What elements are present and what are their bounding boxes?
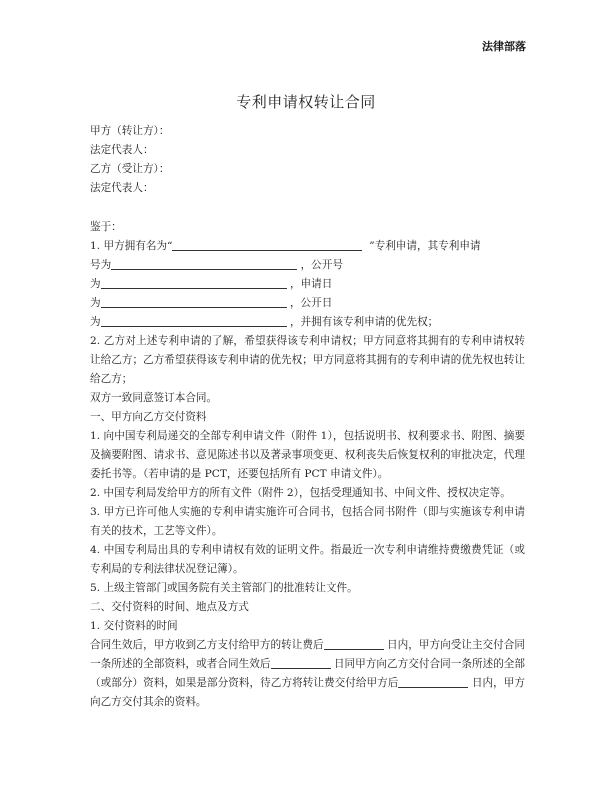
section-2-sub-1: 1. 交付资料的时间	[90, 620, 178, 632]
document-title: 专利申请权转让合同	[236, 93, 376, 111]
spacer	[90, 198, 525, 218]
delivery-text: 合同生效后，甲方收到乙方支付给甲方的转让费后	[90, 639, 324, 651]
party-b-line: 乙方（受让方）：	[90, 163, 170, 175]
section-1-item-4: 4. 中国专利局出具的专利申请权有效的证明文件。指最近一次专利申请维持费缴费凭证（或专利局的专利法律状况登记簿）。	[90, 544, 525, 575]
document-body	[90, 122, 525, 712]
application-number-blank	[111, 257, 297, 270]
recital-text: 为	[90, 297, 101, 309]
section-1-item-5: 5. 上级主管部门或国务院有关主管部门的批准转让文件。	[90, 582, 358, 594]
days-blank-3	[398, 675, 468, 688]
recital-text: 1. 甲方拥有名为“	[90, 240, 173, 252]
recital-2: 2. 乙方对上述专利申请的了解，希望获得该专利申请权；甲方同意将其拥有的专利申请权转让给乙方；乙方希望获得该专利申请的优先权；甲方同意将其拥有的专利申请的优先权也转让给乙方；	[90, 335, 525, 385]
application-date-blank	[101, 295, 287, 308]
recital-1-line-4	[90, 294, 525, 313]
section-1-item-1: 1. 向中国专利局递交的全部专利申请文件（附件 1），包括说明书、权利要求书、附图、摘要及摘要附图、请求书、意见陈述书以及著录事项变更、权利丧失后恢复权利的审批决定，代理委托书等。（若申请的是 PCT，还要包括所有 PCT 申请文件）。	[90, 430, 525, 480]
delivery-text: 日同甲方向乙方交付合同一条所述的全部（或部分）资料，如果是部分资料，待乙方将转让费交付给甲方后	[90, 658, 526, 689]
section-2-heading: 二、交付资料的时间、地点及方式	[90, 601, 249, 613]
recital-text: ，公开号	[300, 259, 343, 271]
recital-1-line-1	[90, 237, 525, 256]
delivery-text: 日内，甲方向受让主交付合同一条所述的全部资料，或者合同生效后	[90, 639, 526, 670]
agreement-line: 双方一致同意签订本合同。	[90, 392, 218, 404]
brand-label: 法律部落	[482, 40, 526, 53]
recital-1-line-3	[90, 275, 525, 294]
patent-name-blank	[172, 238, 362, 251]
recital-1-line-5	[90, 313, 525, 332]
delivery-time-paragraph	[90, 636, 525, 712]
recital-text: 为	[90, 278, 101, 290]
rep-a-line: 法定代表人：	[90, 144, 154, 156]
recital-1-line-2	[90, 256, 525, 275]
party-a-line: 甲方（转让方）：	[90, 125, 170, 137]
recital-text: 为	[90, 316, 101, 328]
recital-text: ”专利申请，其专利申请	[369, 240, 481, 252]
recital-text: 号为	[90, 259, 112, 271]
recitals-heading: 鉴于：	[90, 221, 122, 233]
delivery-text: 日内，甲方向乙方交付其余的资料。	[90, 677, 526, 708]
section-1-item-3: 3. 甲方已许可他人实施的专利申请实施许可合同书，包括合同书附件（即与实施该专利申请有关的技术，工艺等文件）。	[90, 506, 525, 537]
recital-text: ，申请日	[289, 278, 333, 290]
days-blank-1	[324, 637, 384, 650]
recital-text: ，并拥有该专利申请的优先权；	[289, 316, 439, 328]
section-1-item-2: 2. 中国专利局发给甲方的所有文件（附件 2），包括受理通知书、中间文件、授权决定等。	[90, 487, 511, 499]
days-blank-2	[271, 656, 331, 669]
publication-number-blank	[101, 276, 287, 289]
section-1-heading: 一、甲方向乙方交付资料	[90, 411, 207, 423]
recital-text: ，公开日	[289, 297, 333, 309]
rep-b-line: 法定代表人：	[90, 182, 154, 194]
publication-date-blank	[101, 314, 287, 327]
